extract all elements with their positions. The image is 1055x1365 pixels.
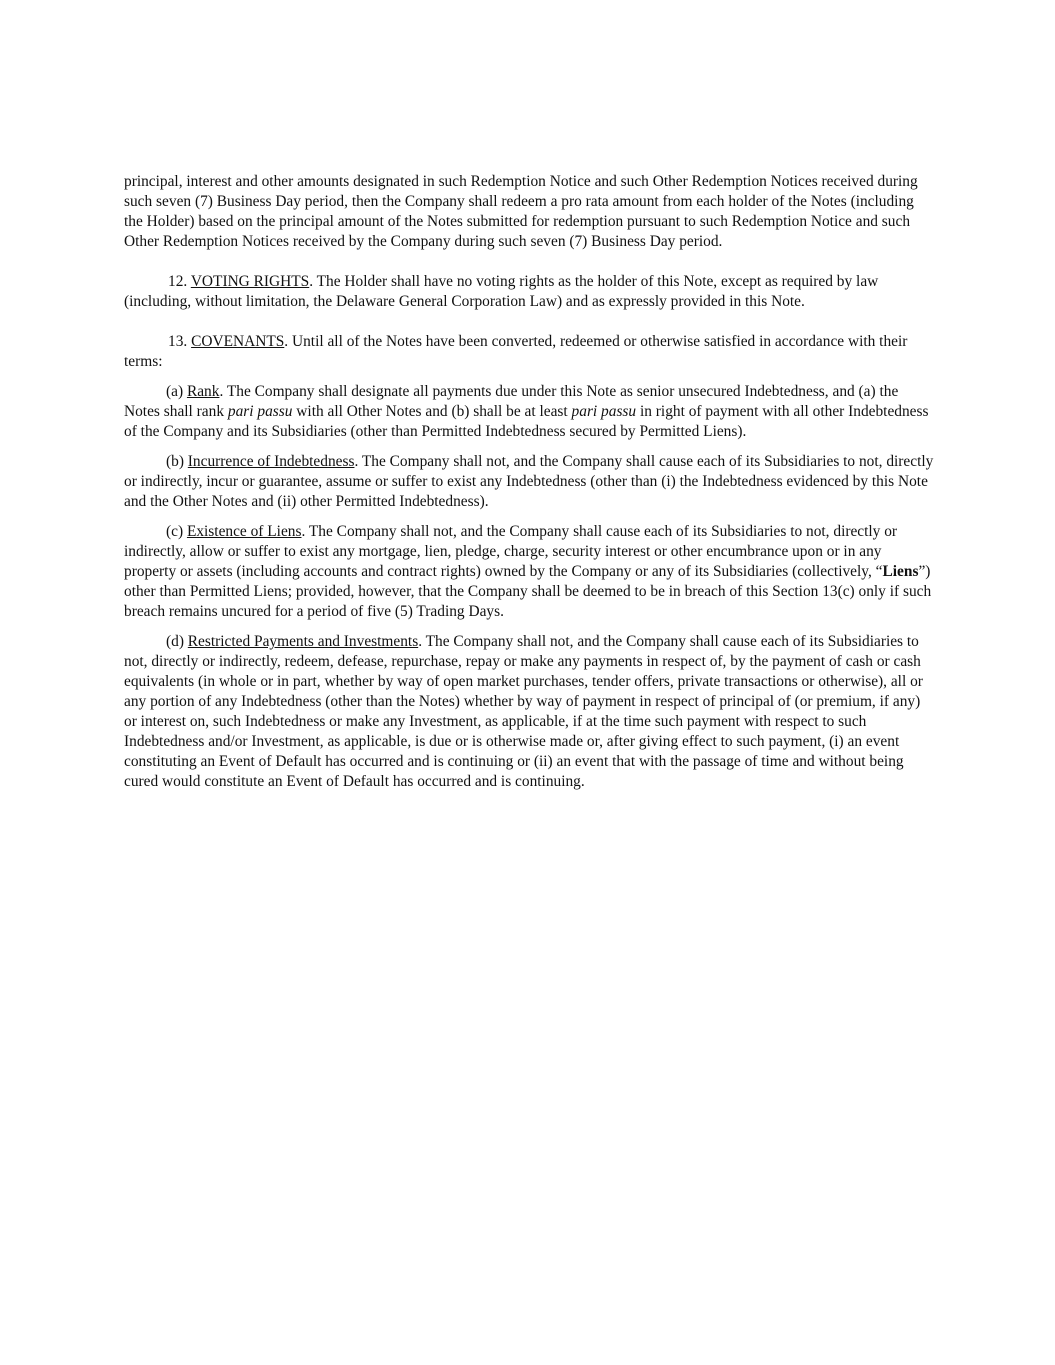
section-13-covenants	[124, 332, 936, 372]
section-13c-text-1: . The Company shall not, and the Company shall cause each of its Subsidiaries to not, directly or indirectly, allow or suffer to exist any mortgage, lien, pledge, charge, security interest or other encumbrance upon or in any property or assets (including accounts and contract rights) owned by the Company or any of its Subsidiaries (collectively, “	[124, 523, 898, 580]
document-page	[124, 172, 936, 802]
section-13-heading: COVENANTS	[191, 333, 285, 350]
section-13c-heading: Existence of Liens	[186, 523, 302, 540]
section-13a-heading: Rank	[186, 383, 220, 400]
section-13d-text: . The Company shall not, and the Company shall cause each of its Subsidiaries to not, directly or indirectly, redeem, defease, repurchase, repay or make any payments in respect of, by the payment of cash or cash equivalents (in whole or in part, whether by way of open market purchases, tender offers, private transactions or otherwise), all or any portion of any Indebtedness (other than the Notes) whether by way of payment in respect of principal of (or premium, if any) or interest on, such Indebtedness or make any Investment, as applicable, if at the time such payment with respect to such Indebtedness and/or Investment, as applicable, is due or is otherwise made or, after giving effect to such payment, (i) an event constituting an Event of Default has occurred and is continuing or (ii) an event that with the passage of time and without being cured would constitute an Event of Default has occurred and is continuing.	[124, 633, 923, 790]
section-13b-label: (b)	[166, 453, 188, 470]
section-13c-label: (c)	[166, 523, 187, 540]
section-13d-label: (d)	[166, 633, 188, 650]
section-13a-text-2: with all Other Notes and (b) shall be at least	[292, 403, 572, 420]
section-13c-existence-of-liens	[124, 522, 936, 622]
continuation-paragraph: principal, interest and other amounts designated in such Redemption Notice and such Other Redemption Notices received during such seven (7) Business Day period, then the Company shall redeem a pro rata amount from each holder of the Notes (including the Holder) based on the principal amount of the Notes submitted for redemption pursuant to such Redemption Notice and such Other Redemption Notices received by the Company during such seven (7) Business Day period.	[124, 173, 918, 250]
section-13c-text-2: ”) other than Permitted Liens; provided, however, that the Company shall be deemed to be in breach of this Section 13(c) only if such breach remains uncured for a period of five (5) Trading Days.	[124, 563, 932, 620]
section-13a-text-3: in right of payment with all other Indebtedness of the Company and its Subsidiaries (other than Permitted Indebtedness secured by Permitted Liens).	[124, 403, 929, 440]
section-13a-italic-1: pari passu	[227, 403, 293, 420]
section-13a-italic-2: pari passu	[571, 403, 637, 420]
section-12-text: . The Holder shall have no voting rights as the holder of this Note, except as required by law (including, without limitation, the Delaware General Corporation Law) and as expressly provided in this Note.	[124, 273, 879, 310]
section-13a-label: (a)	[166, 383, 187, 400]
section-12-number: 12.	[168, 273, 191, 290]
section-13d-restricted-payments	[124, 632, 936, 792]
section-13b-text: . The Company shall not, and the Company shall cause each of its Subsidiaries to not, directly or indirectly, incur or guarantee, assume or suffer to exist any Indebtedness (other than (i) the Indebtedness evidenced by this Note and the Other Notes and (ii) other Permitted Indebtedness).	[124, 453, 934, 510]
section-13c-bold-term: Liens	[882, 563, 919, 580]
section-13-number: 13.	[168, 333, 192, 350]
section-12-voting-rights	[124, 272, 936, 312]
section-13-text: . Until all of the Notes have been converted, redeemed or otherwise satisfied in accordance with their terms:	[124, 333, 908, 370]
section-13d-heading: Restricted Payments and Investments	[187, 633, 419, 650]
section-13b-incurrence-of-indebtedness	[124, 452, 936, 512]
section-13a-text-1: . The Company shall designate all payments due under this Note as senior unsecured Indebtedness, and (a) the Notes shall rank	[124, 383, 899, 420]
section-13b-heading: Incurrence of Indebtedness	[187, 453, 355, 470]
section-13a-rank	[124, 382, 936, 442]
section-12-heading: VOTING RIGHTS	[190, 273, 310, 290]
